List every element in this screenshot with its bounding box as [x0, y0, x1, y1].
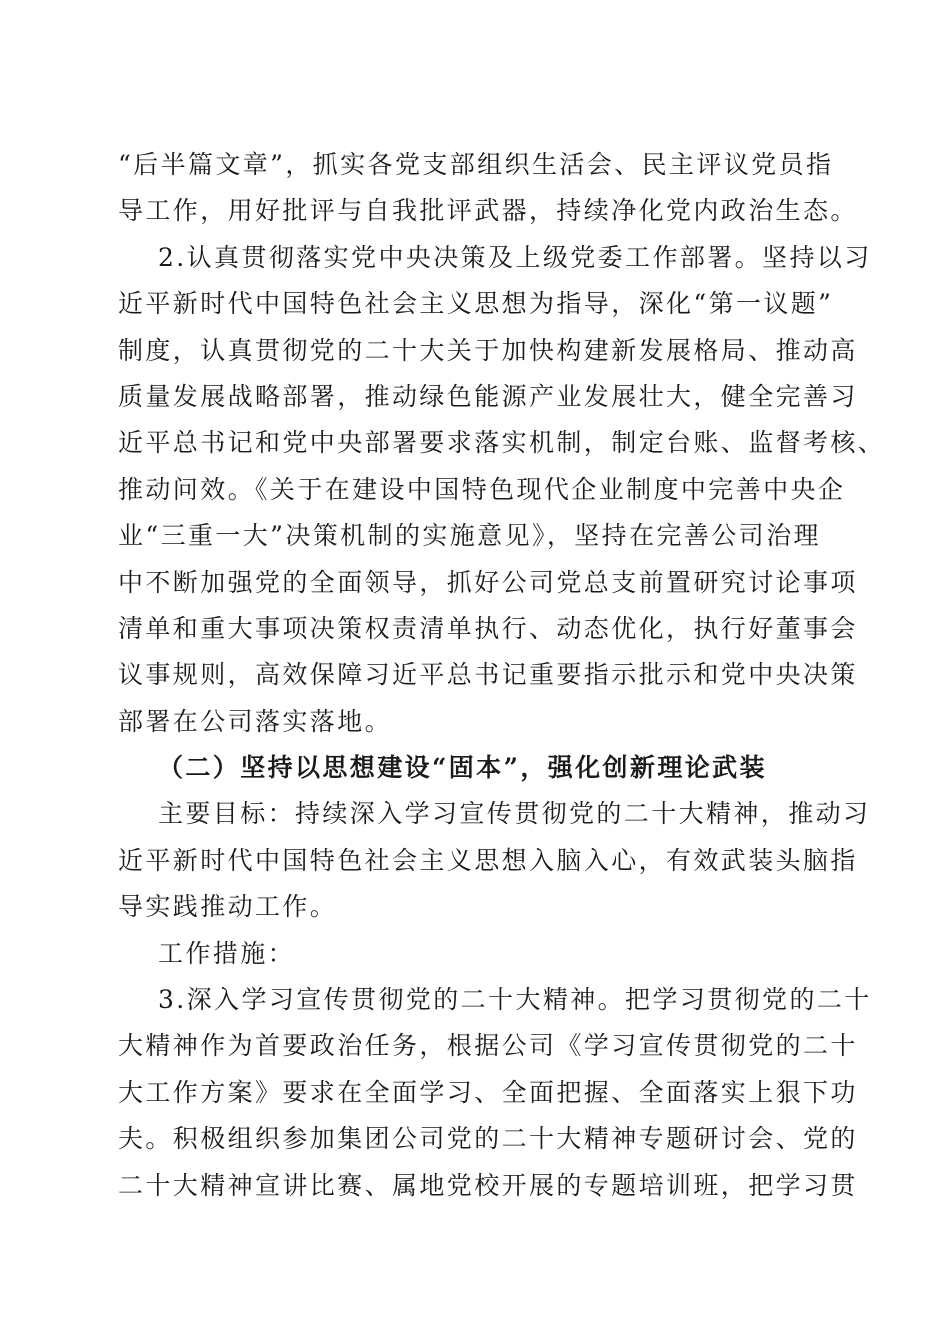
text-line: 工作措施： [158, 938, 296, 968]
text-line: 导工作，用好批评与自我批评武器，持续净化党内政治生态。 [118, 196, 858, 226]
text-line: 制度，认真贯彻党的二十大关于加快构建新发展格局、推动高 [118, 335, 858, 365]
text-line: 近平总书记和党中央部署要求落实机制，制定台账、监督考核、 [118, 428, 886, 458]
document-body [118, 142, 886, 1209]
section-heading: （二）坚持以思想建设“固本”，强化创新理论武装 [158, 753, 767, 783]
text-line: 质量发展战略部署，推动绿色能源产业发展壮大，健全完善习 [118, 381, 858, 411]
text-line: 二十大精神宣讲比赛、属地党校开展的专题培训班，把学习贯 [118, 1170, 858, 1200]
text-line: 议事规则，高效保障习近平总书记重要指示批示和党中央决策 [118, 660, 858, 690]
text-line: 业“三重一大”决策机制的实施意见》，坚持在完善公司治理 [118, 521, 821, 551]
text-line: “后半篇文章”，抓实各党支部组织生活会、民主评议党员指 [118, 150, 834, 179]
text-line: 大精神作为首要政治任务，根据公司《学习宣传贯彻党的二十 [118, 1031, 858, 1061]
text-line: 部署在公司落实落地。 [118, 706, 393, 736]
text-line: 主要目标：持续深入学习宣传贯彻党的二十大精神，推动习 [158, 799, 871, 829]
text-line: 导实践推动工作。 [118, 892, 338, 922]
text-line: 近平新时代中国特色社会主义思想为指导，深化“第一议题” [118, 289, 834, 319]
text-line: 推动问效。《关于在建设中国特色现代企业制度中完善中央企 [118, 474, 846, 504]
text-line: 3.深入学习宣传贯彻党的二十大精神。把学习贯彻党的二十 [158, 985, 872, 1015]
text-line: 夫。积极组织参加集团公司党的二十大精神专题研讨会、党的 [118, 1124, 858, 1154]
text-line: 清单和重大事项决策权责清单执行、动态优化，执行好董事会 [118, 613, 858, 643]
text-line: 2.认真贯彻落实党中央决策及上级党委工作部署。坚持以习 [158, 242, 872, 272]
text-line: 中不断加强党的全面领导，抓好公司党总支前置研究讨论事项 [118, 567, 858, 597]
text-line: 近平新时代中国特色社会主义思想入脑入心，有效武装头脑指 [118, 845, 858, 875]
text-line: 大工作方案》要求在全面学习、全面把握、全面落实上狠下功 [118, 1077, 858, 1107]
